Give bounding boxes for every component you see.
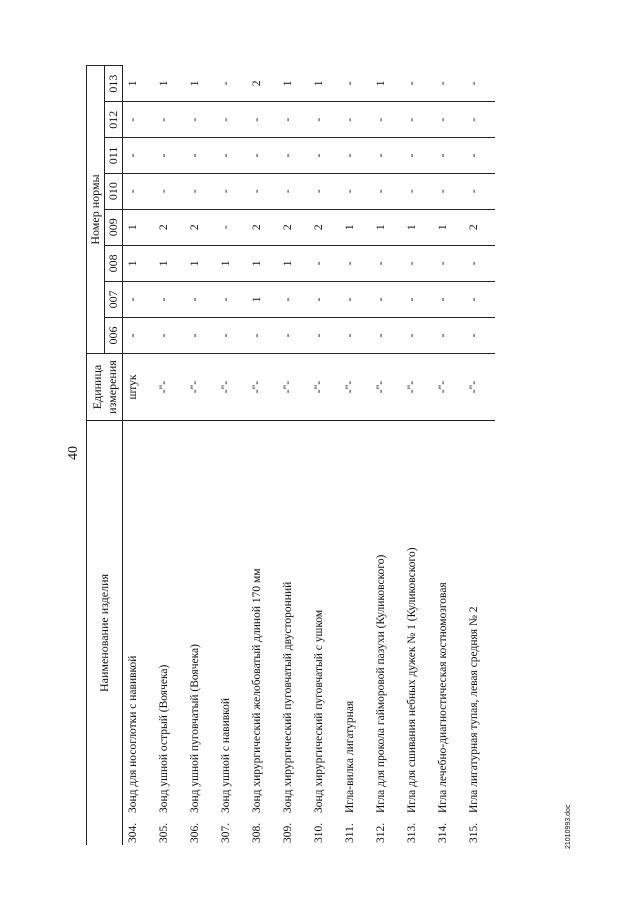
norm-value-cell: - [123,101,154,137]
item-cell [216,420,247,845]
norm-value-cell: - [464,281,495,317]
unit-cell: -"- [247,353,278,420]
norm-value-cell: - [216,65,247,101]
item-name: Игла лечебно-диагностическая костномозговая [436,581,449,813]
norm-value-cell: - [433,281,464,317]
norm-value-cell: - [278,173,309,209]
norm-value-cell: - [340,245,371,281]
norm-value-cell: - [371,137,402,172]
table-row [247,65,278,845]
table-body [123,65,495,845]
item-number: 315. [467,822,480,843]
norm-value-cell: 1 [185,65,216,101]
norm-value-cell: - [433,101,464,137]
norm-value-cell: - [402,173,433,209]
norm-value-cell: - [309,101,340,137]
norm-value-cell: - [402,137,433,172]
item-cell [278,420,309,845]
norm-value-cell: 1 [433,209,464,245]
item-cell [340,420,371,845]
norm-value-cell: - [340,173,371,209]
item-cell [309,420,340,845]
norm-value-cell: - [216,137,247,172]
norm-value-cell: - [154,101,185,137]
norm-value-cell: 1 [154,65,185,101]
item-number: 309. [281,822,294,843]
norm-value-cell: 1 [216,245,247,281]
table-row [185,65,216,845]
unit-cell: -"- [309,353,340,420]
norm-value-cell: - [154,281,185,317]
norm-value-cell: 2 [278,209,309,245]
norm-value-cell: 1 [247,245,278,281]
item-number: 305. [157,822,170,843]
unit-cell: -"- [340,353,371,420]
norm-value-cell: - [402,281,433,317]
table-row [123,65,154,845]
item-name: Зонд ушной острый (Воячека) [157,664,170,813]
unit-cell: -"- [185,353,216,420]
norm-value-cell: - [278,137,309,172]
unit-cell: -"- [216,353,247,420]
item-number: 307. [219,822,232,843]
table-row [309,65,340,845]
norm-value-cell: - [154,173,185,209]
norm-value-cell: - [402,101,433,137]
item-number: 311. [343,822,356,843]
norm-value-cell: - [433,173,464,209]
norm-code-header: 009 [105,209,123,245]
norm-value-cell: - [433,137,464,172]
unit-header-top: Единица [89,364,104,409]
norm-value-cell: - [247,317,278,353]
item-number: 313. [405,822,418,843]
unit-cell: -"- [433,353,464,420]
norm-value-cell: - [309,281,340,317]
norm-code-header: 011 [105,137,123,172]
norm-value-cell: - [309,245,340,281]
norm-code-header: 006 [105,317,123,353]
norm-code-header: 007 [105,281,123,317]
norm-value-cell: - [123,317,154,353]
norm-value-cell: - [464,317,495,353]
norm-value-cell: - [185,137,216,172]
norm-value-cell: - [185,281,216,317]
item-name: Зонд хирургический пуговчатый двусторонний [281,581,294,813]
item-number: 304. [127,822,139,843]
column-header-norm-number: Номер нормы [87,65,105,353]
norm-value-cell: - [464,245,495,281]
item-cell [371,420,402,845]
norm-value-cell: - [216,173,247,209]
norm-value-cell: 2 [247,209,278,245]
item-cell [185,420,216,845]
column-header-unit [87,353,123,420]
norm-code-header: 010 [105,173,123,209]
norm-value-cell: - [216,281,247,317]
norm-code-header: 013 [105,65,123,101]
norm-value-cell: 1 [154,245,185,281]
unit-cell: -"- [371,353,402,420]
norm-value-cell: 1 [123,209,154,245]
norm-value-cell: - [278,281,309,317]
unit-cell: штук [123,353,154,420]
table-row [278,65,309,845]
norm-value-cell: - [433,65,464,101]
norm-value-cell: - [464,101,495,137]
table-row [216,65,247,845]
item-number: 306. [188,822,201,843]
unit-cell: -"- [154,353,185,420]
norm-value-cell: - [402,245,433,281]
norm-code-header: 008 [105,245,123,281]
norm-value-cell: - [402,65,433,101]
norm-value-cell: 2 [247,65,278,101]
norm-value-cell: - [464,137,495,172]
norm-value-cell: 1 [340,209,371,245]
table-row [464,65,495,845]
norm-value-cell: - [185,317,216,353]
norm-value-cell: 1 [247,281,278,317]
unit-cell: -"- [464,353,495,420]
item-cell [433,420,464,845]
item-name: Игла-вилка лигатурная [343,700,356,813]
table-row [371,65,402,845]
norm-value-cell: - [464,65,495,101]
item-number: 312. [374,822,387,843]
norm-value-cell: 1 [123,245,154,281]
item-cell [247,420,278,845]
norm-value-cell: 1 [278,65,309,101]
norm-value-cell: 1 [123,65,154,101]
item-number: 308. [250,822,263,843]
document-code: 21010993.doc [565,804,572,849]
norm-value-cell: - [247,173,278,209]
norm-value-cell: - [464,173,495,209]
norm-value-cell: 1 [402,209,433,245]
norm-value-cell: - [123,281,154,317]
norm-value-cell: - [309,137,340,172]
norm-value-cell: - [371,101,402,137]
norm-value-cell: - [371,281,402,317]
item-name: Зонд ушной пуговчатый (Воячека) [188,643,201,813]
item-name: Зонд ушной с навивкой [219,697,232,813]
norm-value-cell: - [433,317,464,353]
table-row [340,65,371,845]
norm-value-cell: - [185,101,216,137]
table-row [433,65,464,845]
norm-value-cell: - [340,281,371,317]
norm-value-cell: - [185,173,216,209]
unit-header-bottom: измерения [104,359,119,414]
norm-value-cell: 2 [309,209,340,245]
norm-value-cell: 1 [309,65,340,101]
item-number: 314. [436,822,449,843]
norm-value-cell: - [123,137,154,172]
unit-cell: -"- [402,353,433,420]
norm-value-cell: - [340,65,371,101]
norm-value-cell: - [371,173,402,209]
norm-value-cell: - [154,137,185,172]
norm-value-cell: - [340,317,371,353]
norm-value-cell: 2 [464,209,495,245]
document-sheet [60,53,580,853]
norm-value-cell: - [154,317,185,353]
item-name: Игла для прокола гайморовой пазухи (Куликовского) [374,554,387,813]
norm-value-cell: - [123,173,154,209]
norm-value-cell: - [247,137,278,172]
page-number: 40 [66,445,81,460]
norm-value-cell: 1 [371,209,402,245]
norm-value-cell: - [433,245,464,281]
norm-value-cell: 2 [185,209,216,245]
unit-cell: -"- [278,353,309,420]
norm-value-cell: - [402,317,433,353]
item-name: Игла лигатурная тупая, левая средняя № 2 [467,605,480,813]
item-number: 310. [312,822,325,843]
norm-code-header: 012 [105,101,123,137]
column-header-name: Наименование изделия [87,420,123,845]
norm-value-cell: - [216,209,247,245]
norm-value-cell: - [309,173,340,209]
item-name: Зонд для носоглотки с навивкой [127,655,139,813]
norm-value-cell: 1 [371,65,402,101]
item-name: Зонд хирургический желобоватый длиной 170 мм [250,567,263,813]
norm-value-cell: - [371,245,402,281]
norm-value-cell: 1 [185,245,216,281]
norm-value-cell: - [247,101,278,137]
norm-value-cell: 2 [154,209,185,245]
item-cell [154,420,185,845]
norm-value-cell: - [216,101,247,137]
norm-value-cell: - [278,101,309,137]
norm-value-cell: - [216,317,247,353]
item-cell [123,420,154,845]
item-name: Игла для сшивания небных дужек № 1 (Куликовского) [405,546,418,813]
table-row [154,65,185,845]
norm-value-cell: - [309,317,340,353]
item-name: Зонд хирургический пуговчатый с ушком [312,609,325,813]
norms-table [86,65,495,845]
norm-value-cell: - [371,317,402,353]
item-cell [464,420,495,845]
item-cell [402,420,433,845]
norm-value-cell: - [278,317,309,353]
table-row [402,65,433,845]
norm-value-cell: 1 [278,245,309,281]
norm-value-cell: - [340,137,371,172]
norm-value-cell: - [340,101,371,137]
